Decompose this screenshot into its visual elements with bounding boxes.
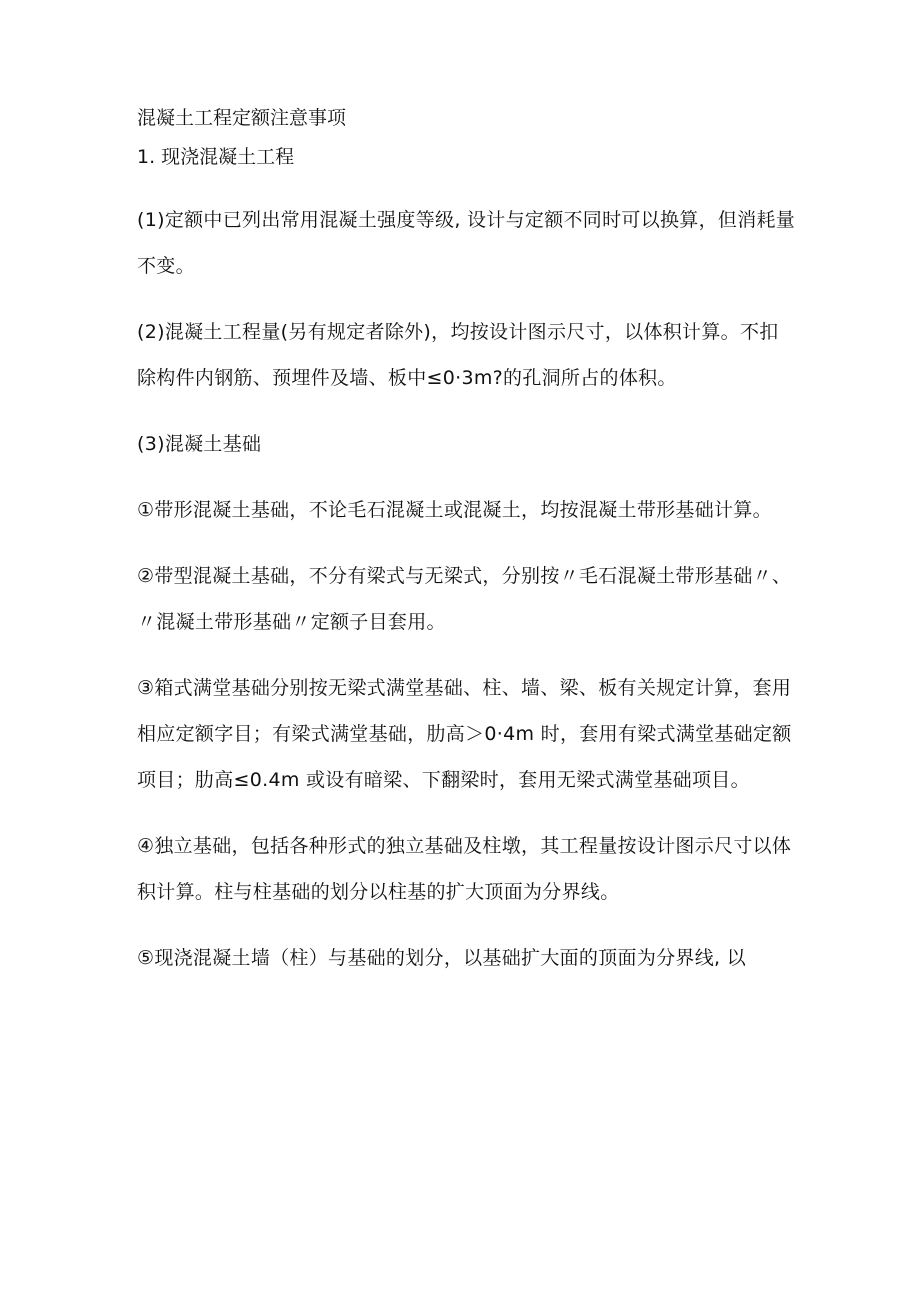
document-body — [137, 100, 797, 981]
paragraph-4: ①带形混凝土基础，不论毛石混凝土或混凝土，均按混凝土带形基础计算。 — [137, 499, 772, 521]
paragraph-7: ④独立基础，包括各种形式的独立基础及柱墩，其工程量按设计图示尺寸以体积计算。柱与柱基础的划分以柱基的扩大顶面为分界线。 — [137, 835, 792, 903]
section-heading: 1. 现浇混凝土工程 — [137, 146, 295, 168]
paragraph-1: (1)定额中已列出常用混凝土强度等级, 设计与定额不同时可以换算，但消耗量不变。 — [137, 209, 796, 277]
paragraph-5: ②带型混凝土基础，不分有梁式与无梁式，分别按〃毛石混凝土带形基础〃、〃混凝土带形基础〃定额子目套用。 — [137, 565, 792, 633]
document-title: 混凝土工程定额注意事项 — [137, 107, 347, 129]
paragraph-3-heading: (3)混凝土基础 — [137, 433, 262, 455]
paragraph-2: (2)混凝土工程量(另有规定者除外)，均按设计图示尺寸，以体积计算。不扣除构件内钢筋、预埋件及墙、板中≤0·3m?的孔洞所占的体积。 — [137, 321, 779, 389]
paragraph-8: ⑤现浇混凝土墙（柱）与基础的划分，以基础扩大面的顶面为分界线, 以 — [137, 947, 747, 969]
paragraph-6: ③箱式满堂基础分别按无梁式满堂基础、柱、墙、梁、板有关规定计算，套用相应定额字目；有梁式满堂基础，肋高＞0·4m 时，套用有梁式满堂基础定额项目；肋高≤0.4m 或设有暗梁、下翻梁时，套用无梁式满堂基础项目。 — [137, 677, 792, 791]
